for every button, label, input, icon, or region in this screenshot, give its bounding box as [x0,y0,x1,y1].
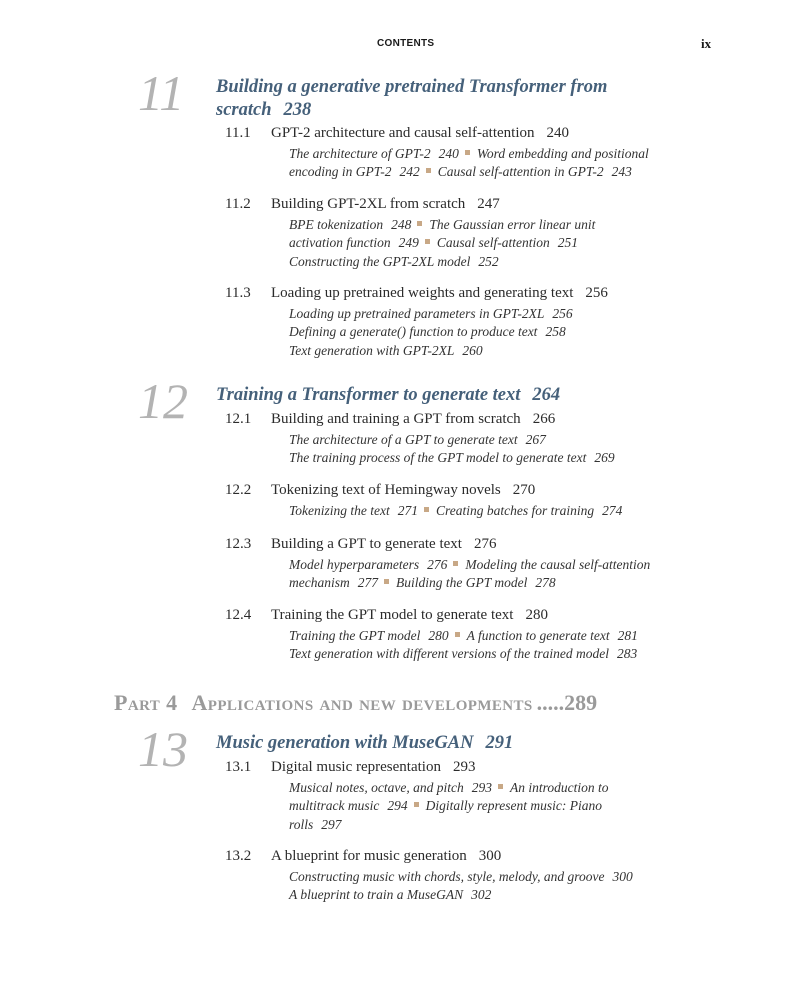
subsection-line [289,779,689,797]
subsection-title[interactable]: A blueprint to train a MuseGAN [289,887,464,903]
subsection-page: 278 [535,575,556,591]
section-title [271,847,501,865]
section-title-text: Training the GPT model to generate text [271,607,514,623]
subsection-title[interactable]: Constructing music with chords, style, melody, and groove [289,869,605,884]
subsection-title[interactable]: mechanism [289,575,350,591]
page-number: ix [701,36,712,51]
part-page: 289 [564,690,598,715]
section-page: 280 [525,607,548,623]
subsection-title[interactable]: Creating batches for training [436,503,595,518]
subsection-line [289,253,689,271]
subsection-title[interactable]: Modeling the causal self-attention [465,557,651,572]
section-title [271,124,569,142]
separator-bullet-icon [414,802,419,807]
subsection-page: 274 [602,503,623,518]
chapter-title[interactable] [216,384,656,407]
subsection-page: 283 [616,646,638,662]
separator-bullet-icon [465,150,470,155]
subsection-page: 269 [594,450,615,466]
chapter-title-line: Music generation with MuseGAN [216,733,474,753]
subsection-list [289,305,689,360]
subsection-list [289,431,689,468]
subsection-line [289,323,689,341]
subsection-title[interactable]: activation function [289,235,391,251]
subsection-page: 256 [552,306,573,321]
subsection-line [289,431,689,449]
chapter-number: 11 [138,65,185,121]
subsection-title[interactable]: An introduction to [509,780,609,795]
section-title [271,195,500,213]
subsection-page: 240 [438,146,459,161]
separator-bullet-icon [426,168,431,173]
subsection-page: 300 [612,869,633,884]
subsection-list [289,145,689,182]
subsection-page: 242 [399,164,420,180]
subsection-line [289,216,689,234]
subsection-title[interactable]: Musical notes, octave, and pitch [289,780,464,795]
subsection-page: 251 [557,235,578,251]
subsection-title[interactable]: BPE tokenization [289,217,384,232]
section-title-text: Digital music representation [271,759,441,775]
section-title-text: Building GPT-2XL from scratch [271,196,466,212]
subsection-title[interactable]: Training the GPT model [289,628,421,643]
section-number: 12.4 [225,607,252,623]
section-title [271,284,608,302]
subsection-page: 297 [321,816,342,832]
subsection-page: 252 [478,253,499,269]
section-title-text: A blueprint for music generation [271,848,467,864]
subsection-title[interactable]: encoding in GPT-2 [289,164,392,180]
subsection-title[interactable]: Building the GPT model [396,575,528,591]
section-title [271,758,475,776]
subsection-page: 260 [462,342,483,358]
chapter-title[interactable] [216,732,656,755]
section-number: 11.1 [225,125,251,141]
subsection-title[interactable]: Causal self-attention in GPT-2 [437,164,604,180]
subsection-list [289,502,689,520]
subsection-title[interactable]: rolls [289,816,314,832]
subsection-page: 271 [397,503,418,518]
chapter-page: 291 [485,733,514,753]
subsection-line [289,449,689,467]
subsection-page: 281 [617,628,638,643]
subsection-title[interactable]: Defining a generate() function to produce text [289,324,538,340]
section-page: 300 [478,848,502,864]
chapter-page: 238 [283,100,312,120]
separator-bullet-icon [424,507,429,512]
section-title-text: GPT-2 architecture and causal self-attention [271,125,535,141]
section-title [271,606,548,624]
subsection-page: 293 [471,780,492,795]
subsection-line [289,556,689,574]
section-number: 13.1 [225,759,252,775]
subsection-page: 280 [428,628,449,643]
separator-bullet-icon [455,632,460,637]
subsection-title[interactable]: Loading up pretrained parameters in GPT-2XL [289,306,545,321]
section-number: 12.1 [225,411,252,427]
subsection-line [289,305,689,323]
subsection-list [289,556,689,593]
subsection-line [289,234,689,252]
section-page: 240 [546,125,570,141]
subsection-line [289,574,689,592]
section-title [271,410,555,428]
separator-bullet-icon [425,239,430,244]
chapter-title-line: Building a generative pretrained Transformer from [216,77,608,97]
chapter-page: 264 [532,385,561,405]
subsection-list [289,868,689,905]
subsection-title[interactable]: Digitally represent music: Piano [425,798,602,814]
subsection-line [289,502,689,520]
section-page: 276 [473,536,497,552]
section-number: 12.3 [225,536,252,552]
subsection-title[interactable]: Text generation with GPT-2XL [289,342,455,358]
separator-bullet-icon [498,784,503,789]
section-page: 247 [477,196,500,212]
section-title-text: Tokenizing text of Hemingway novels [271,482,501,498]
subsection-title[interactable]: Tokenizing the text [289,503,390,518]
section-title-text: Building a GPT to generate text [271,536,462,552]
section-title-text: Building and training a GPT from scratch [271,411,521,427]
subsection-line [289,163,689,181]
chapter-number: 12 [138,373,188,429]
separator-bullet-icon [417,221,422,226]
subsection-line [289,797,689,815]
section-number: 13.2 [225,848,252,864]
page-header [0,36,794,56]
subsection-page: 248 [391,217,412,232]
subsection-line [289,868,689,886]
subsection-title[interactable]: Constructing the GPT-2XL model [289,253,471,269]
separator-bullet-icon [453,561,458,566]
subsection-title[interactable]: A function to generate text [466,628,610,643]
subsection-page: 276 [427,557,448,572]
part-heading[interactable] [114,690,597,719]
chapter-title-line: Training a Transformer to generate text [216,385,521,405]
subsection-page: 302 [471,887,492,903]
subsection-title[interactable]: The Gaussian error linear unit [429,217,596,232]
subsection-list [289,216,689,271]
subsection-list [289,627,689,664]
section-page: 270 [512,482,536,498]
section-number: 11.2 [225,196,251,212]
section-title-text: Loading up pretrained weights and generating text [271,285,574,301]
section-page: 266 [532,411,556,427]
subsection-page: 243 [611,164,632,180]
section-title [271,481,535,499]
chapter-number: 13 [138,721,188,777]
subsection-line [289,816,689,834]
section-page: 293 [452,759,476,775]
subsection-title[interactable]: The architecture of a GPT to generate text [289,432,518,447]
subsection-title[interactable]: Text generation with different versions of the trained model [289,646,609,662]
subsection-title[interactable]: The architecture of GPT-2 [289,146,431,161]
subsection-page: 294 [387,798,408,814]
chapter-title-line: scratch [216,100,272,120]
section-number: 11.3 [225,285,251,301]
section-number: 12.2 [225,482,252,498]
separator-bullet-icon [384,579,389,584]
subsection-page: 258 [545,324,566,340]
subsection-title[interactable]: Word embedding and positional [476,146,649,161]
subsection-page: 277 [357,575,378,591]
subsection-line [289,145,689,163]
subsection-title[interactable]: The training process of the GPT model to generate text [289,450,587,466]
section-title [271,535,496,553]
running-head: CONTENTS [377,38,435,49]
subsection-page: 249 [398,235,419,251]
subsection-title[interactable]: Causal self-attention [436,235,550,251]
part-label: Part 4 [114,690,178,715]
subsection-line [289,886,689,904]
section-page: 256 [585,285,608,301]
subsection-list [289,779,689,834]
subsection-line [289,342,689,360]
part-title: Applications and new developments [191,690,533,715]
part-leader: ..... [536,690,565,715]
subsection-page: 267 [525,432,546,447]
chapter-title[interactable] [216,76,656,122]
subsection-title[interactable]: multitrack music [289,798,380,814]
subsection-title[interactable]: Model hyperparameters [289,557,420,572]
subsection-line [289,645,689,663]
subsection-line [289,627,689,645]
